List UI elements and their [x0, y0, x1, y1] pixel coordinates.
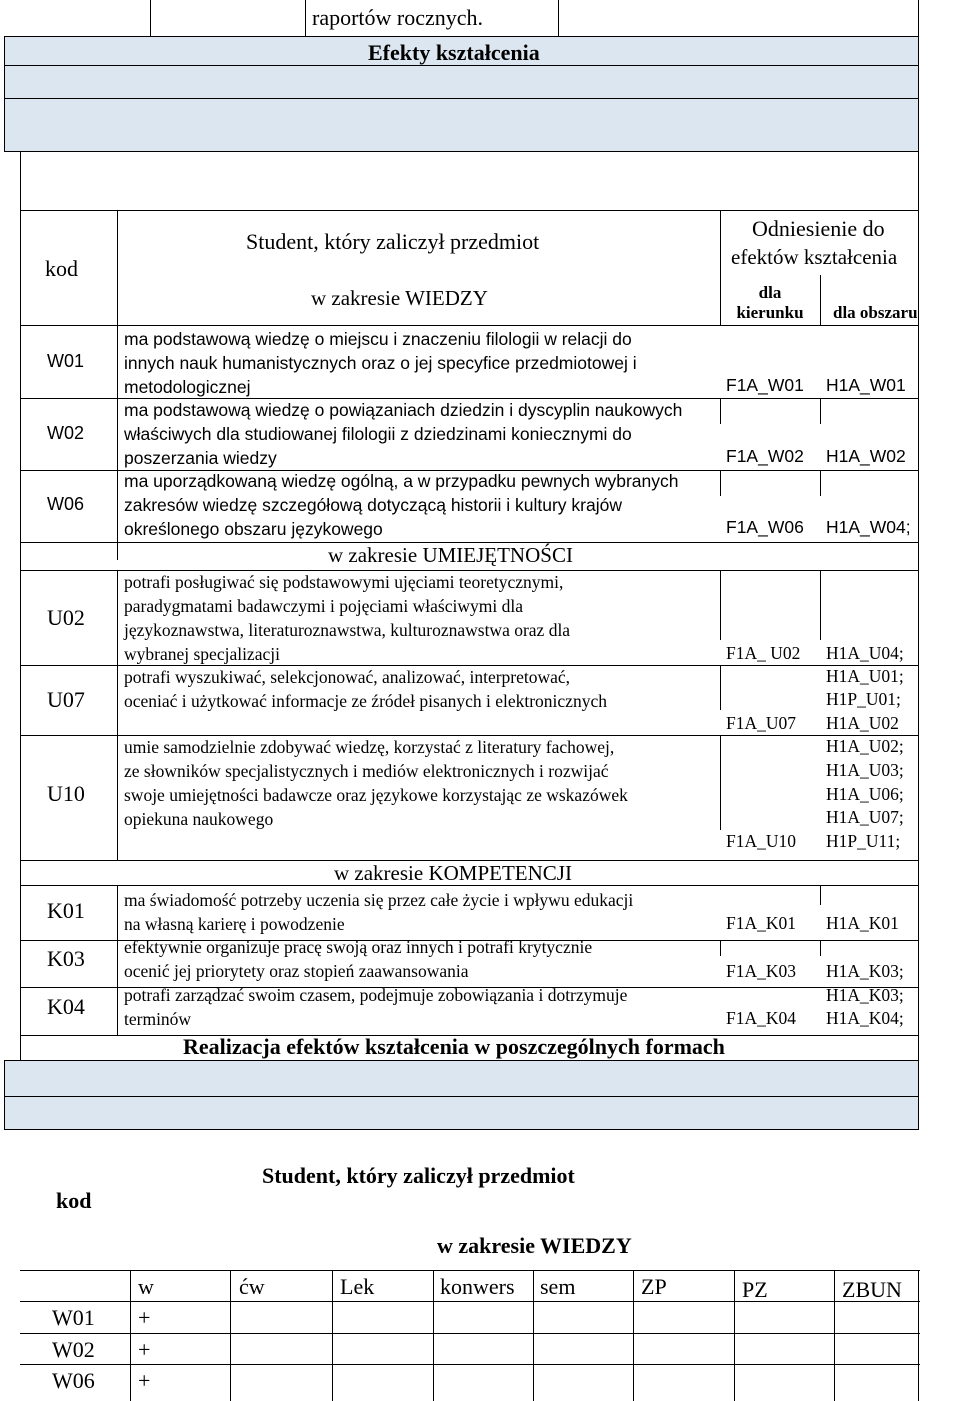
realizacja-title: Realizacja efektów kształcenia w poszczególnych formach [183, 1034, 725, 1059]
form-header-zp: ZP [641, 1274, 667, 1299]
dla-kierunku-header-line1: dla [758, 283, 782, 302]
row-code-k01: K01 [47, 898, 85, 923]
table2-row-code-w02: W02 [52, 1337, 95, 1362]
row-desc-w01: ma podstawową wiedzę o miejscu i znaczeniu filologii w relacji do innych nauk humanistycznych oraz o jej specyfice przedmiotowej i metodologicznej [124, 329, 637, 397]
kierunek-ref-u10: F1A_U10 [726, 831, 797, 851]
obszar-ref-u07-3: H1A_U02 [826, 713, 899, 733]
umiejetnosci-title: w zakresie UMIEJĘTNOŚCI [328, 543, 573, 567]
kompetencje-title: w zakresie KOMPETENCJI [334, 861, 572, 885]
row-code-w06: W06 [47, 494, 85, 514]
row-code-w01: W01 [47, 351, 85, 371]
table2-row-mark-w06: + [138, 1368, 151, 1393]
table2-row-mark-w02: + [138, 1337, 151, 1362]
row-code-u07: U07 [47, 687, 85, 712]
form-header-sem: sem [540, 1274, 576, 1299]
kierunek-ref-w02: F1A_W02 [726, 446, 804, 466]
obszar-ref-k04-1: H1A_K03; [826, 985, 904, 1005]
row-desc-k01: ma świadomość potrzeby uczenia się przez całe życie i wpływu edukacji na własną karierę i powodzenie [124, 890, 634, 934]
kierunek-ref-k04: F1A_K04 [726, 1008, 797, 1028]
realizacja-band-2 [4, 1096, 919, 1130]
section-spacer-band [4, 65, 919, 99]
obszar-ref-w02: H1A_W02 [826, 446, 906, 466]
row-code-u10: U10 [47, 781, 85, 806]
table2-student-header: Student, który zaliczył przedmiot [262, 1163, 575, 1188]
row-code-k03: K03 [47, 946, 85, 971]
row-desc-w02: ma podstawową wiedzę o powiązaniach dziedzin i dyscyplin naukowych właściwych dla studiowanej filologii z dziedzinami koniecznymi do poszerzania wiedzy [124, 400, 683, 468]
row-desc-u10: umie samodzielnie zdobywać wiedzę, korzystać z literatury fachowej, ze słowników specjalistycznych i mediów elektronicznych i rozwijać swoje umiejętności badawcze oraz językowe korzystając ze wskazówek opiekuna naukowego [124, 737, 628, 829]
table2-row-mark-w01: + [138, 1305, 151, 1330]
obszar-ref-k03: H1A_K03; [826, 961, 904, 981]
kierunek-ref-u07: F1A_U07 [726, 713, 797, 733]
kierunek-ref-u02: F1A_ U02 [726, 643, 801, 663]
obszar-ref-u10-2: H1A_U03; [826, 760, 904, 780]
obszar-ref-u02: H1A_U04; [826, 643, 904, 663]
row-desc-w06: ma uporządkowaną wiedzę ogólną, a w przypadku pewnych wybranych zakresów wiedzę szczegółową dotyczącą historii i kultury krajów określonego obszaru językowego [124, 471, 679, 539]
obszar-ref-w01: H1A_W01 [826, 375, 906, 395]
dla-kierunku-header-line2: kierunku [736, 303, 804, 322]
table2-row-code-w06: W06 [52, 1368, 95, 1393]
obszar-ref-u10-5: H1P_U11; [826, 831, 901, 851]
obszar-ref-u07-1: H1A_U01; [826, 666, 904, 686]
obszar-ref-u07-2: H1P_U01; [826, 689, 901, 709]
table2-wiedza-title: w zakresie WIEDZY [437, 1233, 632, 1258]
obszar-ref-w06: H1A_W04; [826, 517, 911, 537]
kod-header: kod [45, 256, 78, 281]
odniesienie-header-line1: Odniesienie do [752, 216, 885, 241]
form-header-lek: Lek [340, 1274, 375, 1299]
obszar-ref-u10-1: H1A_U02; [826, 736, 904, 756]
kierunek-ref-k01: F1A_K01 [726, 913, 797, 933]
student-header: Student, który zaliczył przedmiot [246, 229, 540, 254]
realizacja-band-1 [4, 1060, 919, 1097]
wiedza-title: w zakresie WIEDZY [311, 286, 488, 310]
section-spacer-band-2 [4, 98, 919, 152]
table2-kod-header: kod [56, 1188, 92, 1213]
row-code-u02: U02 [47, 605, 85, 630]
row-desc-k04: potrafi zarządzać swoim czasem, podejmuje zobowiązania i dotrzymuje terminów [124, 985, 628, 1029]
top-fragment-text: raportów rocznych. [312, 5, 484, 30]
row-code-w02: W02 [47, 423, 85, 443]
kierunek-ref-w06: F1A_W06 [726, 517, 804, 537]
row-desc-u07: potrafi wyszukiwać, selekcjonować, analizować, interpretować, oceniać i użytkować informacje ze źródeł pisanych i elektronicznych [124, 667, 607, 711]
dla-obszaru-header: dla obszaru [833, 304, 918, 321]
section-title: Efekty kształcenia [368, 40, 540, 65]
form-header-konwers: konwers [440, 1274, 515, 1299]
row-desc-k03: efektywnie organizuje pracę swoją oraz innych i potrafi krytycznie ocenić jej priorytety oraz stopień zaawansowania [124, 937, 593, 981]
obszar-ref-k01: H1A_K01 [826, 913, 899, 933]
obszar-ref-u10-3: H1A_U06; [826, 784, 904, 804]
form-header-w: w [138, 1274, 154, 1299]
kierunek-ref-k03: F1A_K03 [726, 961, 797, 981]
odniesienie-header-line2: efektów kształcenia [731, 247, 898, 268]
table2-row-code-w01: W01 [52, 1305, 95, 1330]
row-code-k04: K04 [47, 994, 85, 1019]
obszar-ref-u10-4: H1A_U07; [826, 807, 904, 827]
form-header-zbun: ZBUN [842, 1277, 902, 1302]
kierunek-ref-w01: F1A_W01 [726, 375, 804, 395]
form-header-pz: PZ [742, 1277, 768, 1302]
obszar-ref-k04-2: H1A_K04; [826, 1008, 904, 1028]
row-desc-u02: potrafi posługiwać się podstawowymi ujęciami teoretycznymi, paradygmatami badawczymi i pojęciami właściwymi dla językoznawstwa, literaturoznawstwa, kulturoznawstwa oraz dla wybranej specjalizacji [124, 572, 571, 664]
form-header-cw: ćw [239, 1274, 265, 1299]
